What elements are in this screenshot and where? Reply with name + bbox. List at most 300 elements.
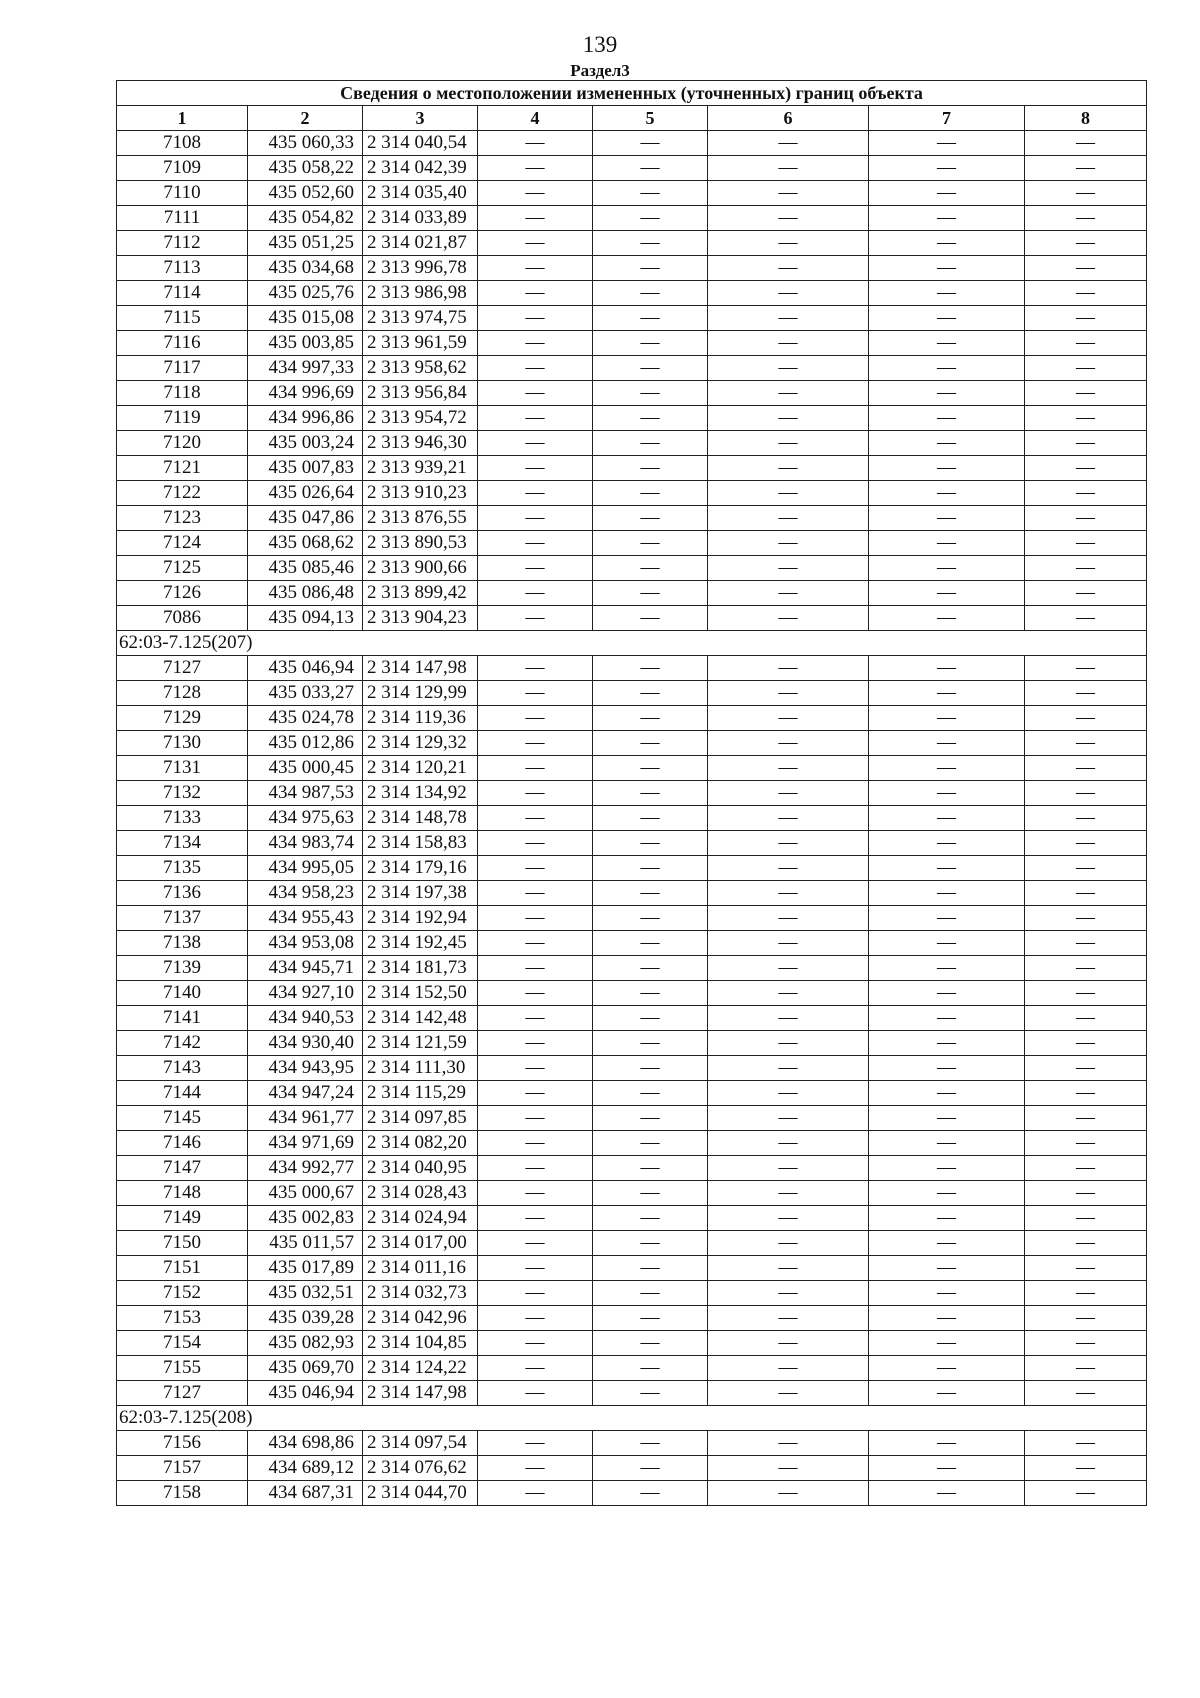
coordinate-y: 2 314 040,54: [363, 131, 478, 156]
column-header-1: 1: [117, 106, 248, 131]
empty-dash-cell: —: [593, 1231, 708, 1256]
table-row: [117, 1006, 1147, 1031]
empty-dash-cell: —: [1025, 556, 1147, 581]
empty-dash-cell: —: [708, 606, 869, 631]
table-row: [117, 731, 1147, 756]
empty-dash-cell: —: [708, 181, 869, 206]
table-row: [117, 1456, 1147, 1481]
empty-dash-cell: —: [1025, 1281, 1147, 1306]
empty-dash-cell: —: [869, 681, 1025, 706]
empty-dash-cell: —: [869, 1006, 1025, 1031]
empty-dash-cell: —: [593, 1206, 708, 1231]
empty-dash-cell: —: [708, 556, 869, 581]
empty-dash-cell: —: [1025, 206, 1147, 231]
coordinate-x: 435 032,51: [248, 1281, 363, 1306]
empty-dash-cell: —: [869, 1156, 1025, 1181]
empty-dash-cell: —: [708, 906, 869, 931]
empty-dash-cell: —: [478, 706, 593, 731]
empty-dash-cell: —: [1025, 781, 1147, 806]
empty-dash-cell: —: [593, 731, 708, 756]
table-row: [117, 981, 1147, 1006]
empty-dash-cell: —: [1025, 456, 1147, 481]
empty-dash-cell: —: [869, 531, 1025, 556]
point-number: 7133: [117, 806, 248, 831]
table-row: [117, 831, 1147, 856]
coordinate-y: 2 313 986,98: [363, 281, 478, 306]
point-number: 7139: [117, 956, 248, 981]
empty-dash-cell: —: [708, 1181, 869, 1206]
empty-dash-cell: —: [869, 1456, 1025, 1481]
group-label: 62:03-7.125(208): [117, 1406, 1147, 1431]
empty-dash-cell: —: [1025, 356, 1147, 381]
empty-dash-cell: —: [869, 731, 1025, 756]
empty-dash-cell: —: [593, 1256, 708, 1281]
empty-dash-cell: —: [478, 556, 593, 581]
empty-dash-cell: —: [593, 706, 708, 731]
coordinate-y: 2 313 946,30: [363, 431, 478, 456]
empty-dash-cell: —: [708, 831, 869, 856]
empty-dash-cell: —: [593, 331, 708, 356]
empty-dash-cell: —: [869, 1206, 1025, 1231]
table-row: [117, 681, 1147, 706]
coordinate-x: 435 017,89: [248, 1256, 363, 1281]
empty-dash-cell: —: [478, 731, 593, 756]
empty-dash-cell: —: [869, 881, 1025, 906]
empty-dash-cell: —: [708, 406, 869, 431]
coordinate-y: 2 314 033,89: [363, 206, 478, 231]
coordinate-y: 2 313 904,23: [363, 606, 478, 631]
coordinate-x: 435 007,83: [248, 456, 363, 481]
coordinate-y: 2 314 082,20: [363, 1131, 478, 1156]
point-number: 7151: [117, 1256, 248, 1281]
empty-dash-cell: —: [869, 481, 1025, 506]
empty-dash-cell: —: [1025, 1181, 1147, 1206]
empty-dash-cell: —: [1025, 581, 1147, 606]
point-number: 7119: [117, 406, 248, 431]
column-header-2: 2: [248, 106, 363, 131]
point-number: 7130: [117, 731, 248, 756]
point-number: 7138: [117, 931, 248, 956]
coordinate-y: 2 313 956,84: [363, 381, 478, 406]
coordinate-y: 2 314 192,45: [363, 931, 478, 956]
empty-dash-cell: —: [1025, 1106, 1147, 1131]
empty-dash-cell: —: [869, 1256, 1025, 1281]
coordinate-y: 2 314 152,50: [363, 981, 478, 1006]
table-row: [117, 256, 1147, 281]
empty-dash-cell: —: [708, 1081, 869, 1106]
coordinate-y: 2 314 142,48: [363, 1006, 478, 1031]
empty-dash-cell: —: [1025, 281, 1147, 306]
empty-dash-cell: —: [869, 581, 1025, 606]
coordinate-y: 2 314 111,30: [363, 1056, 478, 1081]
empty-dash-cell: —: [869, 906, 1025, 931]
group-label: 62:03-7.125(207): [117, 631, 1147, 656]
empty-dash-cell: —: [708, 1306, 869, 1331]
empty-dash-cell: —: [708, 781, 869, 806]
empty-dash-cell: —: [593, 881, 708, 906]
coordinate-y: 2 314 097,85: [363, 1106, 478, 1131]
empty-dash-cell: —: [593, 681, 708, 706]
empty-dash-cell: —: [1025, 1456, 1147, 1481]
coordinate-x: 435 002,83: [248, 1206, 363, 1231]
column-header-8: 8: [1025, 106, 1147, 131]
coordinate-x: 435 039,28: [248, 1306, 363, 1331]
coordinate-y: 2 314 032,73: [363, 1281, 478, 1306]
coordinate-y: 2 313 890,53: [363, 531, 478, 556]
coordinate-x: 435 000,67: [248, 1181, 363, 1206]
empty-dash-cell: —: [708, 1156, 869, 1181]
empty-dash-cell: —: [869, 256, 1025, 281]
coordinate-x: 434 997,33: [248, 356, 363, 381]
point-number: 7131: [117, 756, 248, 781]
point-number: 7137: [117, 906, 248, 931]
coordinate-x: 435 085,46: [248, 556, 363, 581]
empty-dash-cell: —: [593, 506, 708, 531]
table-row: [117, 481, 1147, 506]
section-title: Раздел3: [570, 61, 630, 80]
table-row: [117, 1156, 1147, 1181]
coordinate-y: 2 314 120,21: [363, 756, 478, 781]
point-number: 7110: [117, 181, 248, 206]
coordinate-x: 435 024,78: [248, 706, 363, 731]
point-number: 7128: [117, 681, 248, 706]
table-row: [117, 931, 1147, 956]
empty-dash-cell: —: [593, 1131, 708, 1156]
empty-dash-cell: —: [869, 306, 1025, 331]
coordinate-x: 434 940,53: [248, 1006, 363, 1031]
empty-dash-cell: —: [1025, 1206, 1147, 1231]
point-number: 7124: [117, 531, 248, 556]
empty-dash-cell: —: [708, 1006, 869, 1031]
table-body: [117, 131, 1147, 1506]
empty-dash-cell: —: [478, 806, 593, 831]
point-number: 7123: [117, 506, 248, 531]
empty-dash-cell: —: [478, 606, 593, 631]
coordinate-x: 434 943,95: [248, 1056, 363, 1081]
point-number: 7115: [117, 306, 248, 331]
empty-dash-cell: —: [1025, 1381, 1147, 1406]
coordinate-x: 435 046,94: [248, 656, 363, 681]
empty-dash-cell: —: [708, 331, 869, 356]
coordinate-x: 435 060,33: [248, 131, 363, 156]
empty-dash-cell: —: [869, 156, 1025, 181]
empty-dash-cell: —: [708, 1031, 869, 1056]
empty-dash-cell: —: [593, 1056, 708, 1081]
empty-dash-cell: —: [593, 1106, 708, 1131]
point-number: 7125: [117, 556, 248, 581]
coordinate-x: 434 947,24: [248, 1081, 363, 1106]
empty-dash-cell: —: [593, 1431, 708, 1456]
empty-dash-cell: —: [869, 231, 1025, 256]
empty-dash-cell: —: [478, 256, 593, 281]
empty-dash-cell: —: [478, 1356, 593, 1381]
coordinate-y: 2 314 042,96: [363, 1306, 478, 1331]
point-number: 7108: [117, 131, 248, 156]
empty-dash-cell: —: [869, 1081, 1025, 1106]
table-row: [117, 656, 1147, 681]
empty-dash-cell: —: [478, 781, 593, 806]
coordinate-y: 2 313 958,62: [363, 356, 478, 381]
empty-dash-cell: —: [1025, 856, 1147, 881]
empty-dash-cell: —: [869, 656, 1025, 681]
empty-dash-cell: —: [1025, 906, 1147, 931]
coordinate-x: 434 996,86: [248, 406, 363, 431]
empty-dash-cell: —: [869, 181, 1025, 206]
empty-dash-cell: —: [478, 1456, 593, 1481]
empty-dash-cell: —: [708, 1331, 869, 1356]
point-number: 7127: [117, 1381, 248, 1406]
empty-dash-cell: —: [1025, 831, 1147, 856]
empty-dash-cell: —: [708, 281, 869, 306]
empty-dash-cell: —: [1025, 331, 1147, 356]
coordinate-y: 2 314 011,16: [363, 1256, 478, 1281]
empty-dash-cell: —: [869, 1331, 1025, 1356]
empty-dash-cell: —: [593, 1481, 708, 1506]
empty-dash-cell: —: [478, 1431, 593, 1456]
empty-dash-cell: —: [1025, 431, 1147, 456]
empty-dash-cell: —: [478, 1281, 593, 1306]
empty-dash-cell: —: [869, 606, 1025, 631]
empty-dash-cell: —: [478, 406, 593, 431]
coordinate-y: 2 314 040,95: [363, 1156, 478, 1181]
empty-dash-cell: —: [478, 1256, 593, 1281]
empty-dash-cell: —: [593, 556, 708, 581]
coordinate-x: 435 026,64: [248, 481, 363, 506]
point-number: 7136: [117, 881, 248, 906]
table-row: [117, 581, 1147, 606]
empty-dash-cell: —: [708, 706, 869, 731]
empty-dash-cell: —: [1025, 1431, 1147, 1456]
point-number: 7149: [117, 1206, 248, 1231]
empty-dash-cell: —: [593, 1031, 708, 1056]
empty-dash-cell: —: [869, 1431, 1025, 1456]
empty-dash-cell: —: [708, 881, 869, 906]
empty-dash-cell: —: [708, 656, 869, 681]
page-number: 139: [582, 32, 618, 57]
empty-dash-cell: —: [593, 281, 708, 306]
empty-dash-cell: —: [1025, 231, 1147, 256]
empty-dash-cell: —: [708, 956, 869, 981]
empty-dash-cell: —: [1025, 756, 1147, 781]
coordinate-y: 2 314 124,22: [363, 1356, 478, 1381]
empty-dash-cell: —: [593, 1331, 708, 1356]
table-row: [117, 556, 1147, 581]
empty-dash-cell: —: [478, 1381, 593, 1406]
coordinate-y: 2 314 024,94: [363, 1206, 478, 1231]
empty-dash-cell: —: [708, 1131, 869, 1156]
empty-dash-cell: —: [478, 456, 593, 481]
empty-dash-cell: —: [478, 381, 593, 406]
empty-dash-cell: —: [869, 1306, 1025, 1331]
empty-dash-cell: —: [593, 1381, 708, 1406]
empty-dash-cell: —: [1025, 306, 1147, 331]
coordinate-x: 435 015,08: [248, 306, 363, 331]
empty-dash-cell: —: [478, 1031, 593, 1056]
coordinate-y: 2 314 129,99: [363, 681, 478, 706]
empty-dash-cell: —: [478, 681, 593, 706]
table-row: [117, 1306, 1147, 1331]
empty-dash-cell: —: [708, 1231, 869, 1256]
empty-dash-cell: —: [593, 956, 708, 981]
empty-dash-cell: —: [708, 1106, 869, 1131]
table-row: [117, 1256, 1147, 1281]
empty-dash-cell: —: [708, 856, 869, 881]
empty-dash-cell: —: [478, 1231, 593, 1256]
empty-dash-cell: —: [1025, 156, 1147, 181]
empty-dash-cell: —: [1025, 981, 1147, 1006]
empty-dash-cell: —: [869, 1231, 1025, 1256]
coordinate-y: 2 314 147,98: [363, 656, 478, 681]
empty-dash-cell: —: [593, 1156, 708, 1181]
point-number: 7129: [117, 706, 248, 731]
table-row: [117, 881, 1147, 906]
coordinate-x: 434 689,12: [248, 1456, 363, 1481]
empty-dash-cell: —: [593, 1181, 708, 1206]
coordinate-y: 2 314 129,32: [363, 731, 478, 756]
table-row: [117, 231, 1147, 256]
table-row: [117, 1331, 1147, 1356]
coordinate-y: 2 313 961,59: [363, 331, 478, 356]
point-number: 7112: [117, 231, 248, 256]
table-row: [117, 806, 1147, 831]
table-row: [117, 1231, 1147, 1256]
empty-dash-cell: —: [1025, 481, 1147, 506]
empty-dash-cell: —: [869, 856, 1025, 881]
coordinate-y: 2 314 179,16: [363, 856, 478, 881]
empty-dash-cell: —: [478, 756, 593, 781]
coordinate-x: 434 983,74: [248, 831, 363, 856]
point-number: 7143: [117, 1056, 248, 1081]
coordinate-x: 434 958,23: [248, 881, 363, 906]
empty-dash-cell: —: [708, 1281, 869, 1306]
empty-dash-cell: —: [478, 1056, 593, 1081]
coordinate-x: 434 930,40: [248, 1031, 363, 1056]
coordinate-y: 2 313 910,23: [363, 481, 478, 506]
empty-dash-cell: —: [593, 356, 708, 381]
coordinate-x: 435 025,76: [248, 281, 363, 306]
coordinate-y: 2 313 900,66: [363, 556, 478, 581]
coordinate-x: 434 955,43: [248, 906, 363, 931]
empty-dash-cell: —: [478, 881, 593, 906]
empty-dash-cell: —: [708, 806, 869, 831]
empty-dash-cell: —: [708, 456, 869, 481]
coordinate-y: 2 314 017,00: [363, 1231, 478, 1256]
coordinate-y: 2 314 097,54: [363, 1431, 478, 1456]
table-caption: Сведения о местоположении измененных (уточненных) границ объекта: [117, 81, 1147, 106]
table-row: [117, 606, 1147, 631]
empty-dash-cell: —: [708, 1431, 869, 1456]
point-number: 7117: [117, 356, 248, 381]
table-row: [117, 1281, 1147, 1306]
coordinate-x: 434 953,08: [248, 931, 363, 956]
empty-dash-cell: —: [1025, 881, 1147, 906]
coordinate-x: 435 046,94: [248, 1381, 363, 1406]
empty-dash-cell: —: [593, 856, 708, 881]
empty-dash-cell: —: [708, 531, 869, 556]
empty-dash-cell: —: [478, 331, 593, 356]
empty-dash-cell: —: [593, 231, 708, 256]
empty-dash-cell: —: [869, 931, 1025, 956]
empty-dash-cell: —: [478, 1206, 593, 1231]
empty-dash-cell: —: [593, 931, 708, 956]
empty-dash-cell: —: [708, 156, 869, 181]
empty-dash-cell: —: [593, 781, 708, 806]
empty-dash-cell: —: [478, 856, 593, 881]
empty-dash-cell: —: [593, 456, 708, 481]
empty-dash-cell: —: [478, 1156, 593, 1181]
table-row: [117, 1131, 1147, 1156]
coordinate-x: 435 058,22: [248, 156, 363, 181]
coordinate-x: 435 003,24: [248, 431, 363, 456]
empty-dash-cell: —: [1025, 606, 1147, 631]
empty-dash-cell: —: [478, 506, 593, 531]
empty-dash-cell: —: [1025, 256, 1147, 281]
table-row: [117, 356, 1147, 381]
empty-dash-cell: —: [593, 256, 708, 281]
empty-dash-cell: —: [593, 831, 708, 856]
coordinate-x: 434 687,31: [248, 1481, 363, 1506]
empty-dash-cell: —: [708, 1381, 869, 1406]
point-number: 7156: [117, 1431, 248, 1456]
empty-dash-cell: —: [478, 131, 593, 156]
table-row: [117, 531, 1147, 556]
empty-dash-cell: —: [593, 206, 708, 231]
coordinate-y: 2 314 192,94: [363, 906, 478, 931]
point-number: 7141: [117, 1006, 248, 1031]
coordinate-y: 2 313 939,21: [363, 456, 478, 481]
table-row: [117, 1031, 1147, 1056]
coordinate-y: 2 314 181,73: [363, 956, 478, 981]
point-number: 7134: [117, 831, 248, 856]
empty-dash-cell: —: [869, 1181, 1025, 1206]
coordinate-x: 435 086,48: [248, 581, 363, 606]
point-number: 7153: [117, 1306, 248, 1331]
point-number: 7150: [117, 1231, 248, 1256]
empty-dash-cell: —: [478, 956, 593, 981]
coordinate-x: 435 069,70: [248, 1356, 363, 1381]
empty-dash-cell: —: [593, 656, 708, 681]
empty-dash-cell: —: [478, 1081, 593, 1106]
empty-dash-cell: —: [1025, 1006, 1147, 1031]
empty-dash-cell: —: [1025, 1331, 1147, 1356]
point-number: 7127: [117, 656, 248, 681]
group-row: [117, 1406, 1147, 1431]
empty-dash-cell: —: [593, 1356, 708, 1381]
empty-dash-cell: —: [869, 956, 1025, 981]
empty-dash-cell: —: [593, 1306, 708, 1331]
point-number: 7114: [117, 281, 248, 306]
empty-dash-cell: —: [708, 731, 869, 756]
coordinate-y: 2 314 104,85: [363, 1331, 478, 1356]
coordinate-y: 2 314 119,36: [363, 706, 478, 731]
empty-dash-cell: —: [708, 1456, 869, 1481]
coordinate-y: 2 313 899,42: [363, 581, 478, 606]
empty-dash-cell: —: [593, 581, 708, 606]
empty-dash-cell: —: [478, 1006, 593, 1031]
empty-dash-cell: —: [593, 1081, 708, 1106]
empty-dash-cell: —: [478, 231, 593, 256]
table-row: [117, 756, 1147, 781]
empty-dash-cell: —: [869, 1056, 1025, 1081]
empty-dash-cell: —: [869, 1481, 1025, 1506]
empty-dash-cell: —: [1025, 1131, 1147, 1156]
empty-dash-cell: —: [593, 481, 708, 506]
empty-dash-cell: —: [1025, 1256, 1147, 1281]
empty-dash-cell: —: [869, 781, 1025, 806]
coordinate-x: 434 995,05: [248, 856, 363, 881]
empty-dash-cell: —: [593, 406, 708, 431]
coordinate-y: 2 314 115,29: [363, 1081, 478, 1106]
